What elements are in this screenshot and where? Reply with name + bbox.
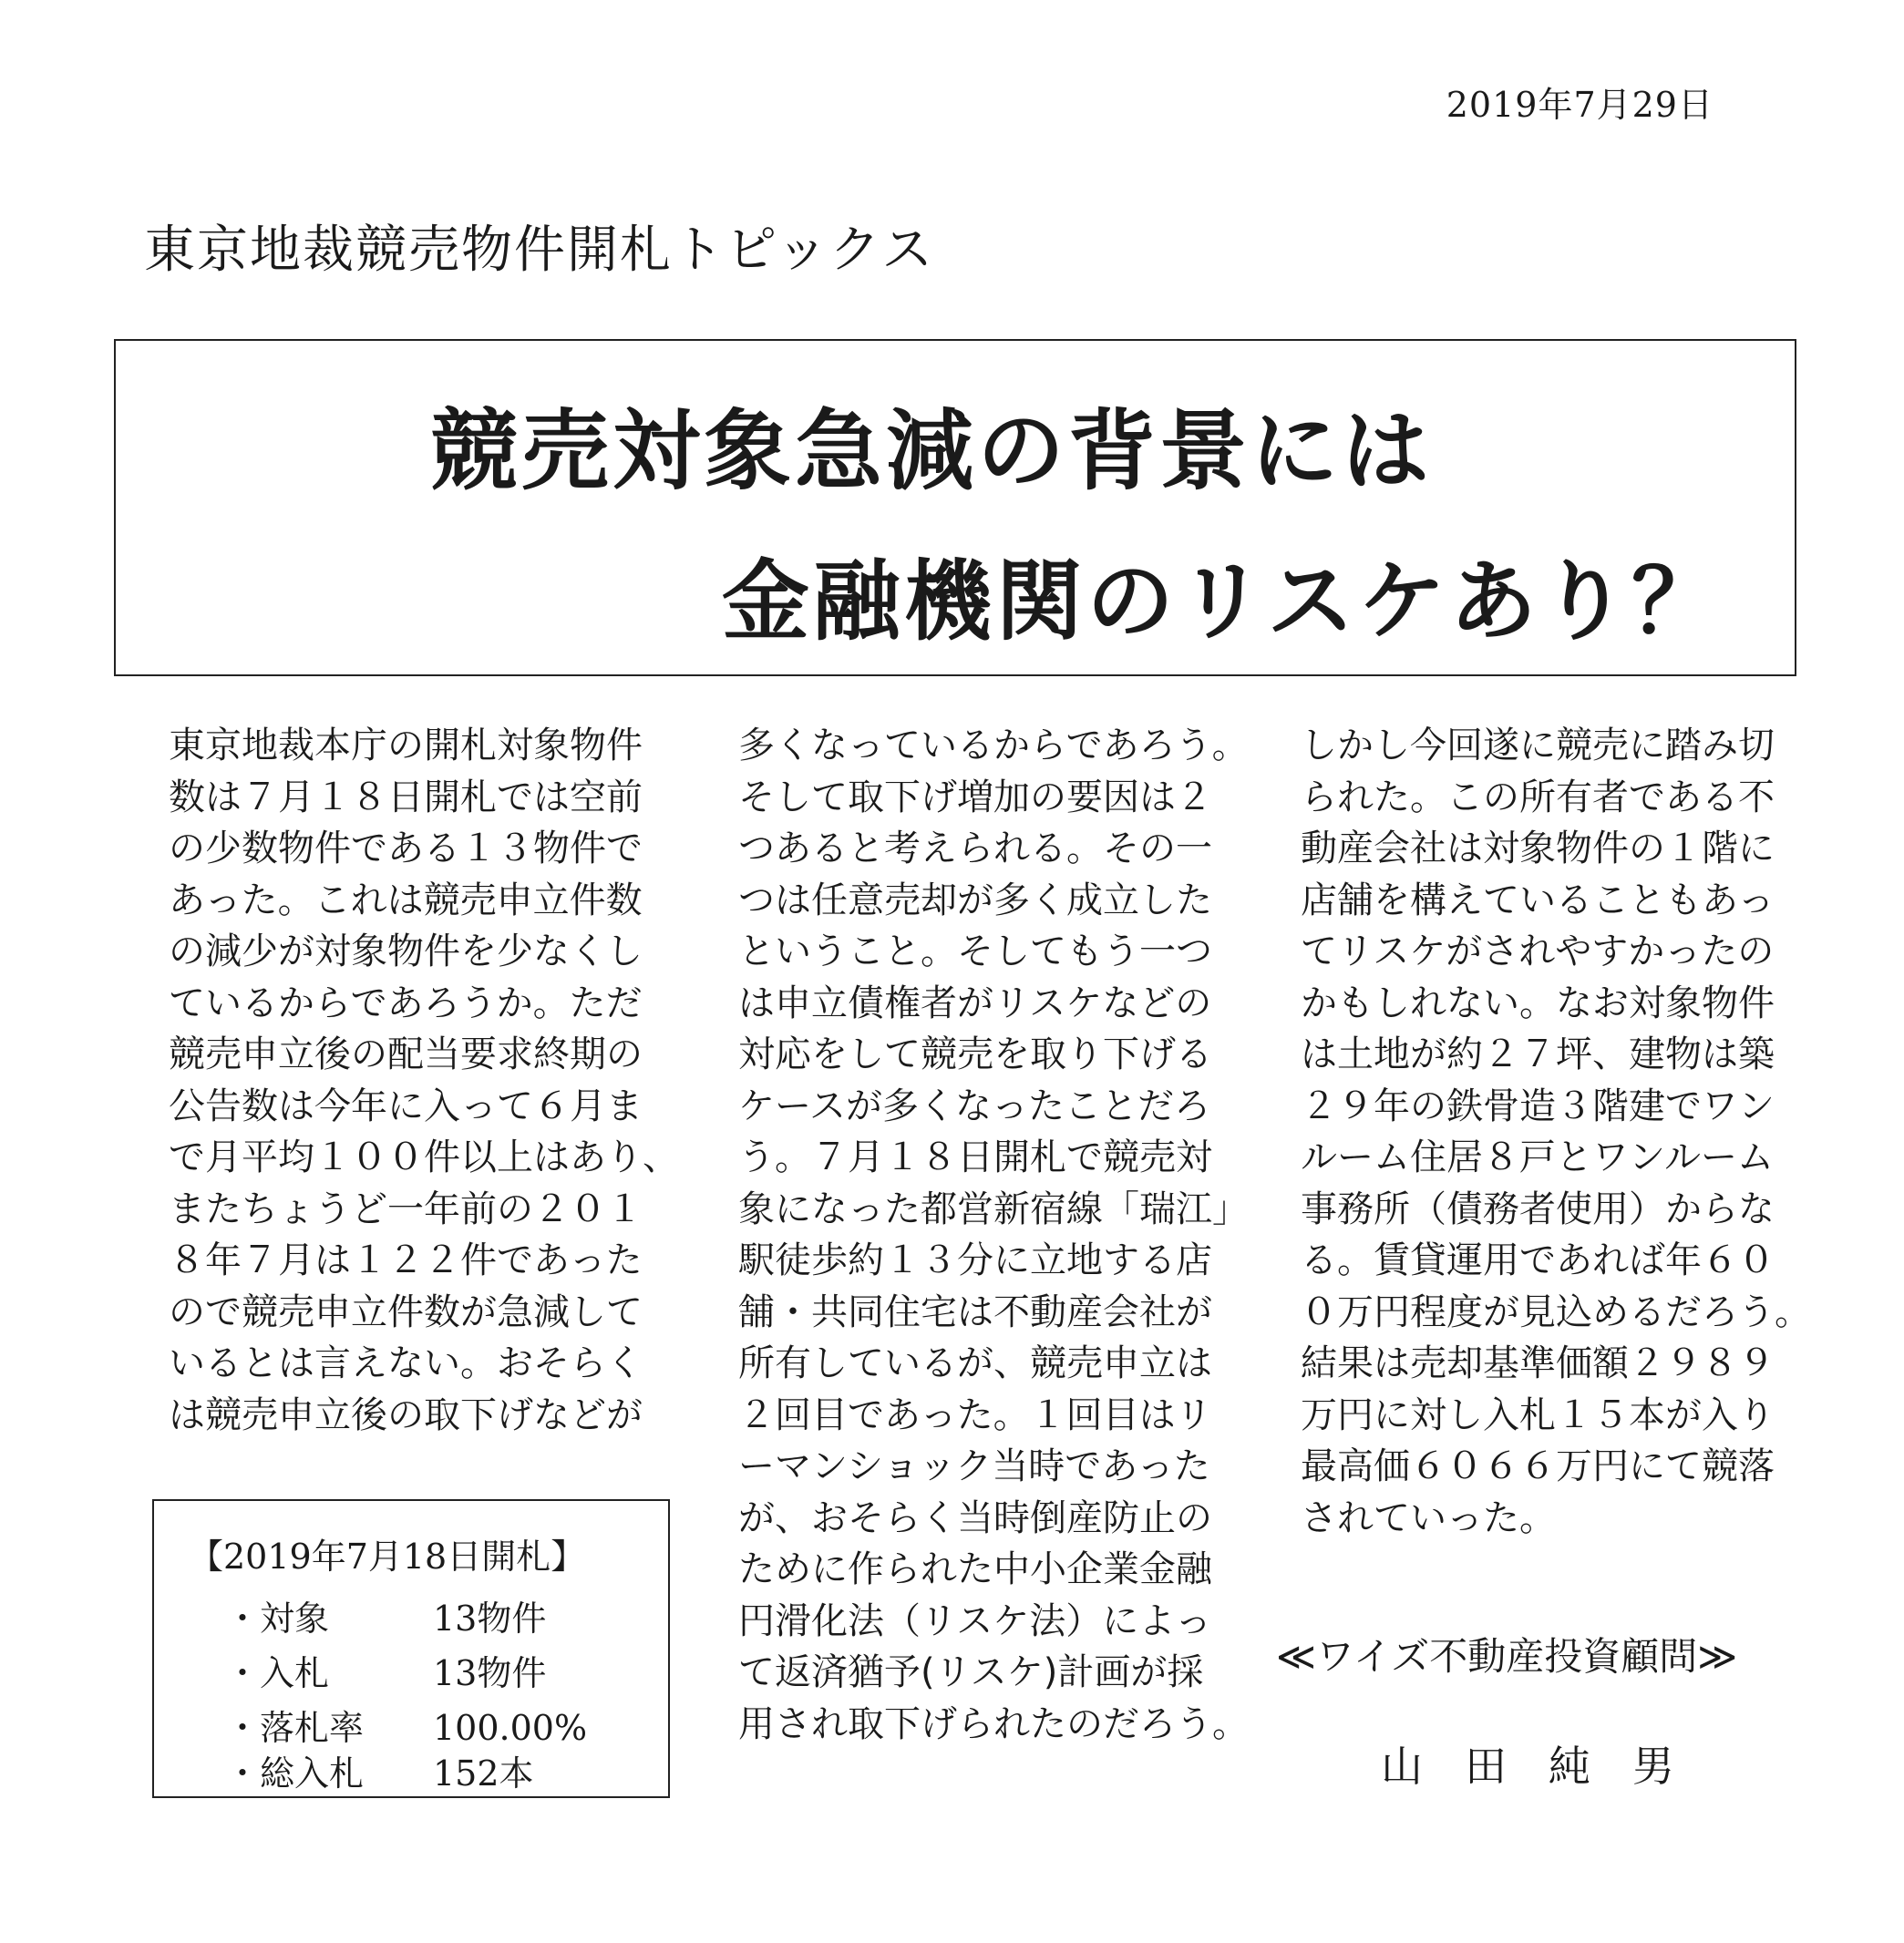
author-name: 山田純男 bbox=[1381, 1742, 1716, 1791]
text-line: う。７月１８日開札で競売対 bbox=[738, 1136, 1212, 1178]
auction-summary-box bbox=[152, 1499, 670, 1798]
text-line: ８年７月は１２２件であった bbox=[169, 1239, 643, 1281]
summary-row bbox=[225, 1700, 587, 1750]
text-line: そして取下げ増加の要因は２ bbox=[738, 776, 1212, 818]
text-line: ーマンショック当時であった bbox=[738, 1445, 1210, 1487]
headline-box bbox=[114, 339, 1796, 676]
text-line: ケースが多くなったことだろ bbox=[738, 1085, 1210, 1127]
text-line: ということ。そしてもう一つ bbox=[738, 930, 1212, 972]
author-organization: ≪ワイズ不動産投資顧問≫ bbox=[1276, 1634, 1738, 1679]
text-line: 店舗を構えていることもあっ bbox=[1301, 879, 1775, 921]
text-line: は土地が約２７坪、建物は築 bbox=[1301, 1033, 1775, 1075]
text-line: あった。これは競売申立件数 bbox=[169, 879, 643, 921]
text-line: 対応をして競売を取り下げる bbox=[738, 1033, 1212, 1075]
summary-row bbox=[225, 1645, 546, 1695]
article-column-3 bbox=[1301, 720, 1811, 1544]
text-line: てリスケがされやすかったの bbox=[1301, 930, 1775, 972]
text-line: 多くなっているからであろう。 bbox=[738, 725, 1249, 766]
text-line: ために作られた中小企業金融 bbox=[738, 1548, 1212, 1590]
text-line: 最高価６０６６万円にて競落 bbox=[1301, 1445, 1775, 1487]
summary-label: ・入札 bbox=[225, 1653, 330, 1693]
text-line: 舗・共同住宅は不動産会社が bbox=[738, 1290, 1212, 1333]
text-line: かもしれない。なお対象物件 bbox=[1301, 982, 1775, 1024]
publication-date: 2019年7月29日 bbox=[1446, 85, 1714, 125]
article-column-1 bbox=[169, 720, 679, 1441]
article-column-2 bbox=[738, 720, 1249, 1750]
text-line: る。賃貸運用であれば年６０ bbox=[1301, 1239, 1775, 1281]
summary-value: 152本 bbox=[433, 1753, 534, 1794]
text-line: 万円に対し入札１５本が入り bbox=[1301, 1393, 1775, 1436]
headline-line-1: 競売対象急減の背景には bbox=[430, 400, 1433, 502]
text-line: は競売申立後の取下げなどが bbox=[169, 1393, 643, 1436]
text-line: ので競売申立件数が急減して bbox=[169, 1290, 643, 1333]
summary-label: ・総入札 bbox=[225, 1753, 365, 1794]
summary-row bbox=[225, 1590, 546, 1640]
text-line: が、おそらく当時倒産防止の bbox=[738, 1496, 1212, 1539]
text-line: 競売申立後の配当要求終期の bbox=[169, 1033, 643, 1075]
text-line: 用され取下げられたのだろう。 bbox=[738, 1702, 1249, 1745]
text-line: 動産会社は対象物件の１階に bbox=[1301, 828, 1775, 869]
summary-title: 【2019年7月18日開札】 bbox=[189, 1537, 586, 1577]
text-line: ０万円程度が見込めるだろう。 bbox=[1301, 1290, 1811, 1333]
summary-label: ・落札率 bbox=[225, 1708, 365, 1748]
text-line: で月平均１００件以上はあり、 bbox=[169, 1136, 679, 1178]
series-title: 東京地裁競売物件開札トピックス bbox=[144, 221, 935, 280]
text-line: 東京地裁本庁の開札対象物件 bbox=[169, 725, 643, 766]
text-line: 円滑化法（リスケ法）によっ bbox=[738, 1599, 1212, 1642]
headline-line-2: 金融機関のリスケあり？ bbox=[722, 550, 1724, 653]
summary-label: ・対象 bbox=[225, 1599, 330, 1639]
text-line: ルーム住居８戸とワンルーム bbox=[1301, 1136, 1774, 1178]
text-line: しかし今回遂に競売に踏み切 bbox=[1301, 725, 1775, 766]
text-line: は申立債権者がリスケなどの bbox=[738, 982, 1212, 1024]
text-line: ２回目であった。１回目はリ bbox=[738, 1393, 1212, 1436]
text-line: 公告数は今年に入って６月ま bbox=[169, 1085, 643, 1127]
text-line: 所有しているが、競売申立は bbox=[738, 1342, 1212, 1384]
summary-row bbox=[225, 1745, 534, 1795]
text-line: の減少が対象物件を少なくし bbox=[169, 930, 643, 972]
summary-value: 13物件 bbox=[433, 1653, 547, 1693]
summary-value: 13物件 bbox=[433, 1599, 547, 1639]
text-line: られた。この所有者である不 bbox=[1301, 776, 1775, 818]
text-line: 結果は売却基準価額２９８９ bbox=[1301, 1342, 1775, 1384]
text-line: ているからであろうか。ただ bbox=[169, 982, 643, 1024]
text-line: つあると考えられる。その一 bbox=[738, 828, 1212, 869]
summary-value: 100.00% bbox=[433, 1708, 588, 1748]
text-line: されていった。 bbox=[1301, 1496, 1556, 1539]
text-line: ２９年の鉄骨造３階建でワン bbox=[1301, 1085, 1775, 1127]
text-line: 駅徒歩約１３分に立地する店 bbox=[738, 1239, 1212, 1281]
text-line: 象になった都営新宿線「瑞江」 bbox=[738, 1187, 1249, 1230]
text-line: いるとは言えない。おそらく bbox=[169, 1342, 643, 1384]
text-line: またちょうど一年前の２０１ bbox=[169, 1187, 643, 1230]
text-line: の少数物件である１３物件で bbox=[169, 828, 643, 869]
text-line: 数は７月１８日開札では空前 bbox=[169, 776, 643, 818]
text-line: つは任意売却が多く成立した bbox=[738, 879, 1212, 921]
text-line: て返済猶予(リスケ)計画が採 bbox=[738, 1651, 1204, 1693]
text-line: 事務所（債務者使用）からな bbox=[1301, 1187, 1775, 1230]
